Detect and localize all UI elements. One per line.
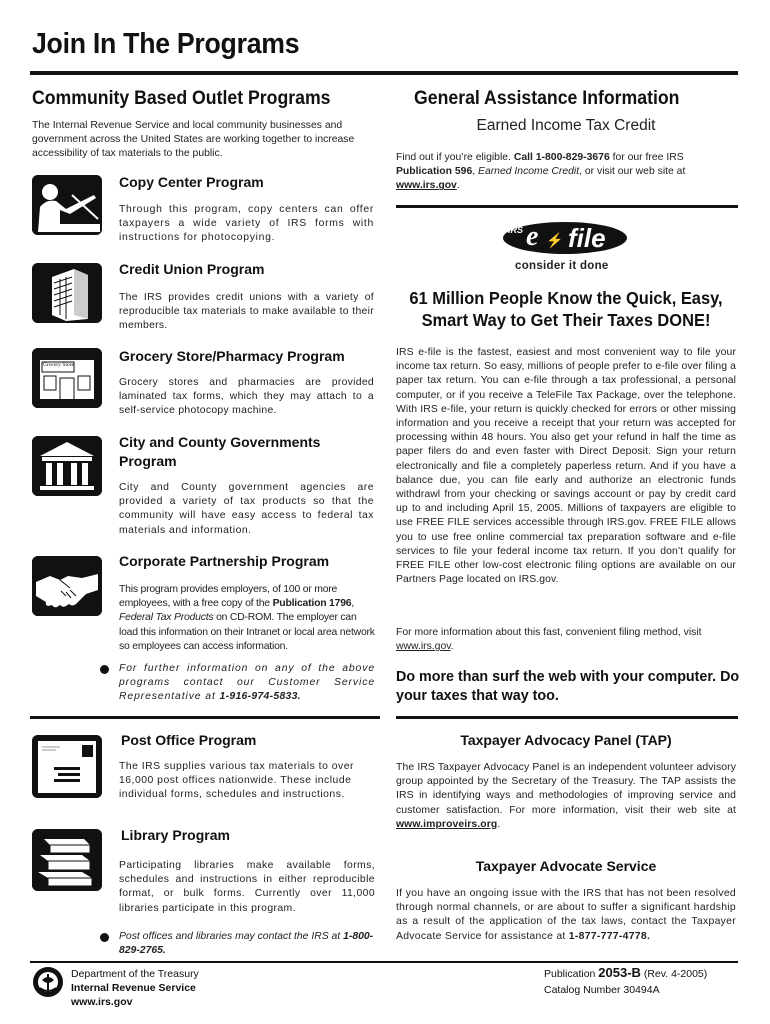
irs-website-link[interactable]: www.irs.gov <box>396 180 457 192</box>
improveirs-link[interactable]: www.improveirs.org <box>396 818 498 830</box>
customer-service-phone: 1-916-974-5833. <box>219 691 301 703</box>
eitc-subheading: Earned Income Tax Credit <box>476 117 656 134</box>
footer-publication: Publication 2053-B (Rev. 4-2005) Catalog Number 30494A <box>544 965 708 996</box>
efile-paragraph: IRS e-file is the fastest, easiest and most convenient way to file your income tax return. So easy, millions of people prefer to e-file over filing a paper tax return. You can e-file through a tax professional, a personal computer, or if you receive a TeleFile Tax Package, over the telephone. With IRS e-file, your return is quickly checked for errors or other missing information and you receive a receipt that your return was accepted for processing within 48 hours. You also get your refund in half the time as paper filers do and even faster with Direct Deposit. Sign your return electronically and file a completely paperless return. And if you have a balance due, you can file early and authorize an electronic funds withdrawl from your checking or savings account or pay by credit card up to and including April 15, 2005. Millions of taxpayers are eligible to use FREE FILE services accessible through IRS.gov. FREE FILE allows you to use free online commercial tax preparation software and e-file services to file your federal income tax return. If you don’t qualify for FREE FILE other low-cost electronic filing options are available on our Partners Page located on IRS.gov. <box>396 347 736 586</box>
lightning-icon: ⚡ <box>546 232 564 248</box>
envelope-icon <box>32 735 102 798</box>
library-title: Library Program <box>121 827 230 843</box>
copy-center-title: Copy Center Program <box>119 174 264 190</box>
page-title: Join In The Programs <box>32 28 300 60</box>
library-phone: 1-800-829-2765. <box>119 931 374 957</box>
footer-dept: Department of the Treasury <box>71 968 199 980</box>
grocery-sign: Grocery Store <box>43 362 75 368</box>
copy-center-text: Through this program, copy centers can offer taxpayers a wide variety of IRS forms with instructions for photocopying. <box>119 204 374 244</box>
footer-url[interactable]: www.irs.gov <box>71 996 133 1008</box>
tas-text: If you have an ongoing issue with the IRS that has not been resolved through normal channels, or are about to suffer a significant hardship as a result of the application of the tax laws, contact the Taxpayer Advocate Service for assistance at 1-877-777-4778. <box>396 888 736 942</box>
grocery-text: Grocery stores and pharmacies are provided laminated tax forms, which they may attach to a self-service photocopy machine. <box>119 377 374 417</box>
post-office-text: The IRS supplies various tax materials to over 16,000 post offices nationwide. These include individual forms, schedules and instructions. <box>119 761 354 801</box>
government-title: City and County Governments Program <box>119 434 321 469</box>
eitc-text: Find out if you’re eligible. Call 1-800-829-3676 for our free IRS Publication 596, Earned Income Credit, or visit our web site at www.irs.gov. <box>396 152 686 192</box>
tas-heading: Taxpayer Advocate Service <box>475 858 657 874</box>
left-heading: Community Based Outlet Programs <box>32 88 331 109</box>
library-text: Participating libraries make available forms, schedules and instructions in either reproducible format, or bulk forms. Currently over 11,000 libraries participate in this program. <box>119 860 375 914</box>
handshake-icon <box>32 556 102 616</box>
title-rule <box>30 71 738 75</box>
tas-phone: 1-877-777-4778. <box>568 930 651 942</box>
footer-irs: Internal Revenue Service <box>71 982 196 994</box>
post-office-title: Post Office Program <box>121 732 257 748</box>
efile-more-info: For more information about this fast, convenient filing method, visit www.irs.gov. <box>396 627 702 653</box>
bullet-icon <box>100 665 109 674</box>
credit-union-icon <box>32 263 102 323</box>
copy-center-icon <box>32 175 102 235</box>
government-building-icon <box>32 436 102 496</box>
catalog-number: Catalog Number 30494A <box>544 984 660 996</box>
right-heading: General Assistance Information <box>414 88 680 109</box>
corporate-title: Corporate Partnership Program <box>119 553 330 569</box>
tap-text: The IRS Taxpayer Advocacy Panel is an independent volunteer advisory group appointed by the Secretary of the Treasury. The TAP assists the IRS in identifying ways and methodologies of improving service and customer satisfaction. For more information, visit their web site at www.improveirs.org. <box>396 762 736 830</box>
irs-efile-logo: IRS e ⚡ file <box>500 220 630 256</box>
footer-rule <box>30 961 738 963</box>
left-divider <box>30 716 380 719</box>
right-divider-1 <box>396 205 738 208</box>
footer-agency <box>71 967 199 1009</box>
right-divider-2 <box>396 716 738 719</box>
government-text: City and County government agencies are provided a variety of tax products so that the community will have easy access to federal tax materials and information. <box>119 482 374 536</box>
million-heading: 61 Million People Know the Quick, Easy, Smart Way to Get Their Taxes DONE! <box>409 288 723 330</box>
efile-tagline: consider it done <box>515 260 609 272</box>
treasury-seal-icon <box>32 966 64 998</box>
tap-heading: Taxpayer Advocacy Panel (TAP) <box>460 732 672 748</box>
bullet-icon <box>100 933 109 942</box>
irs-website-link[interactable]: www.irs.gov <box>396 641 451 653</box>
corporate-text: This program provides employers, of 100 or more employees, with a free copy of the Publication 1796, Federal Tax Products on CD-ROM. The employer can load this information on their Intranet or local area network so employees can access information. <box>119 584 375 652</box>
left-intro: The Internal Revenue Service and local community businesses and government across the United States are working together to increase accessibility of tax materials to the public. <box>32 120 355 160</box>
publication-number: 2053-B <box>598 965 641 980</box>
surf-heading: Do more than surf the web with your computer. Do your taxes that way too. <box>396 669 740 704</box>
contact-note-1: For further information on any of the above programs contact our Customer Service Representative at 1-916-974-5833. <box>119 663 375 703</box>
grocery-title: Grocery Store/Pharmacy Program <box>119 348 345 364</box>
credit-union-title: Credit Union Program <box>119 261 265 277</box>
credit-union-text: The IRS provides credit unions with a variety of reproducible tax materials to make available to their members. <box>119 292 374 332</box>
publication-1796: Publication 1796 <box>272 598 352 610</box>
books-icon <box>32 829 102 891</box>
contact-note-2: Post offices and libraries may contact the IRS at 1-800-829-2765. <box>119 931 374 957</box>
eitc-phone: Call 1-800-829-3676 <box>513 152 610 163</box>
grocery-store-icon <box>32 348 102 408</box>
